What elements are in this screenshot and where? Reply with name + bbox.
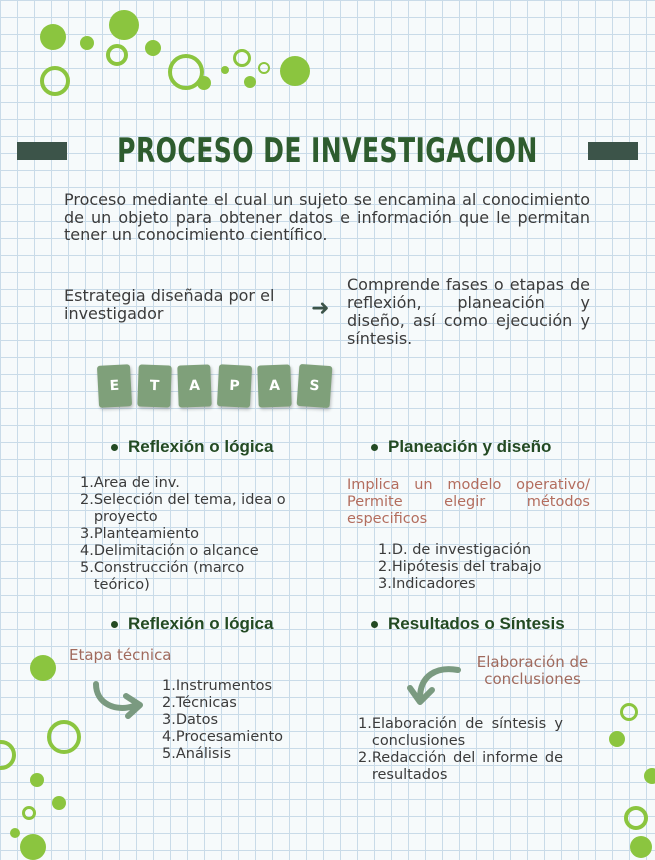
list-text: Redacción del informe de resultados	[371, 750, 563, 783]
arrow-right-icon: ➜	[311, 296, 330, 321]
decor-dot	[109, 10, 139, 40]
list-text: Planteamiento	[93, 526, 200, 542]
decor-dot	[52, 796, 66, 810]
list-item	[378, 576, 588, 593]
list-num: 4.	[162, 729, 176, 745]
list-text: Construcción (marco teórico)	[93, 560, 245, 593]
etapa-tile: A	[257, 364, 291, 407]
list-num: 2.	[162, 695, 176, 711]
list-num: 3.	[80, 526, 94, 542]
list-num: 1.	[358, 716, 372, 732]
comprises-text: Comprende fases o etapas de reflexión, planeación y diseño, así como ejecución y síntesis.	[347, 275, 590, 348]
list-item	[162, 695, 312, 712]
list-text: Instrumentos	[175, 678, 273, 694]
list-item	[162, 712, 312, 729]
decor-ring	[106, 44, 128, 66]
list-text: Indicadores	[391, 576, 476, 592]
list-num: 2.	[378, 559, 392, 575]
decor-dot	[630, 836, 652, 858]
list-item	[162, 678, 312, 695]
list-num: 4.	[80, 543, 94, 559]
reflexion-list	[80, 475, 295, 594]
list-text: Hipótesis del trabajo	[391, 559, 542, 575]
resultados-label: Elaboración de conclusiones	[476, 653, 589, 688]
decor-dot	[80, 36, 94, 50]
section-reflexion-heading	[111, 437, 273, 457]
list-item	[80, 543, 295, 560]
list-item	[162, 729, 312, 746]
bullet-icon	[111, 621, 118, 628]
tecnica-list	[162, 678, 312, 763]
section-title: Reflexión o lógica	[128, 437, 274, 456]
list-text: Procesamiento	[175, 729, 284, 745]
etapa-tile: E	[97, 364, 132, 408]
decor-dot	[30, 773, 44, 787]
decor-dot	[145, 40, 161, 56]
list-item	[378, 559, 588, 576]
list-item	[80, 560, 295, 594]
decor-dot	[20, 834, 46, 860]
list-text: Técnicas	[175, 695, 237, 711]
title-bar-right	[588, 142, 638, 160]
decor-ring	[233, 49, 251, 67]
decor-ring	[624, 806, 648, 830]
decor-dot	[221, 66, 229, 74]
etapa-tile: A	[177, 364, 211, 407]
decor-ring	[620, 703, 638, 721]
curved-arrow-icon	[402, 662, 464, 708]
list-item	[358, 750, 563, 784]
list-num: 2.	[358, 750, 372, 766]
intro-text: Proceso mediante el cual un sujeto se encamina al conocimiento de un objeto para obtener datos e información que le permitan tener un conocimiento científico.	[64, 190, 590, 244]
list-num: 1.	[378, 542, 392, 558]
tecnica-label: Etapa técnica	[69, 646, 172, 664]
curved-arrow-icon	[90, 678, 146, 720]
section-title: Resultados o Síntesis	[388, 614, 565, 633]
decor-ring	[258, 62, 270, 74]
etapa-tile: S	[297, 364, 333, 408]
decor-dot	[644, 768, 655, 784]
decor-dot	[197, 76, 211, 90]
list-num: 3.	[162, 712, 176, 728]
list-text: D. de investigación	[391, 542, 532, 558]
etapa-tile: P	[217, 364, 252, 408]
planeacion-list	[378, 542, 588, 593]
decor-dot	[10, 828, 20, 838]
bullet-icon	[111, 444, 118, 451]
list-text: Area de inv.	[93, 475, 180, 491]
planeacion-desc: Implica un modelo operativo/ Permite elegir métodos especificos	[347, 477, 590, 527]
list-item	[80, 475, 295, 492]
strategy-text: Estrategia diseñada por el investigador	[64, 286, 275, 323]
list-item	[162, 746, 312, 763]
list-item	[378, 542, 588, 559]
list-num: 5.	[80, 560, 94, 576]
list-text: Datos	[175, 712, 219, 728]
bullet-icon	[371, 444, 378, 451]
title-bar-left	[17, 142, 67, 160]
decor-ring	[40, 66, 70, 96]
decor-dot	[609, 731, 625, 747]
page-title: PROCESO DE INVESTIGACION	[117, 131, 538, 171]
bullet-icon	[371, 621, 378, 628]
etapas-tiles	[98, 365, 331, 407]
list-num: 3.	[378, 576, 392, 592]
decor-dot	[280, 56, 310, 86]
list-num: 1.	[162, 678, 176, 694]
section-planeacion-heading	[371, 437, 551, 457]
list-text: Análisis	[175, 746, 232, 762]
decor-ring	[0, 740, 16, 770]
section-title: Planeación y diseño	[388, 437, 552, 456]
list-text: Elaboración de síntesis y conclusiones	[371, 716, 563, 749]
list-text: Delimitación o alcance	[93, 543, 259, 559]
list-num: 1.	[80, 475, 94, 491]
list-item	[80, 526, 295, 543]
list-text: Selección del tema, idea o proyecto	[93, 492, 286, 525]
decor-dot	[244, 76, 256, 88]
section-tecnica-heading	[111, 614, 273, 634]
decor-dot	[30, 655, 56, 681]
list-num: 2.	[80, 492, 94, 508]
etapa-tile: T	[137, 364, 171, 407]
list-item	[358, 716, 563, 750]
section-resultados-heading	[371, 614, 565, 634]
list-num: 5.	[162, 746, 176, 762]
decor-ring	[22, 806, 36, 820]
resultados-list	[358, 716, 563, 784]
decor-ring	[47, 720, 81, 754]
section-title: Reflexión o lógica	[128, 614, 274, 633]
title-banner	[45, 128, 610, 174]
decor-dot	[40, 24, 66, 50]
list-item	[80, 492, 295, 526]
